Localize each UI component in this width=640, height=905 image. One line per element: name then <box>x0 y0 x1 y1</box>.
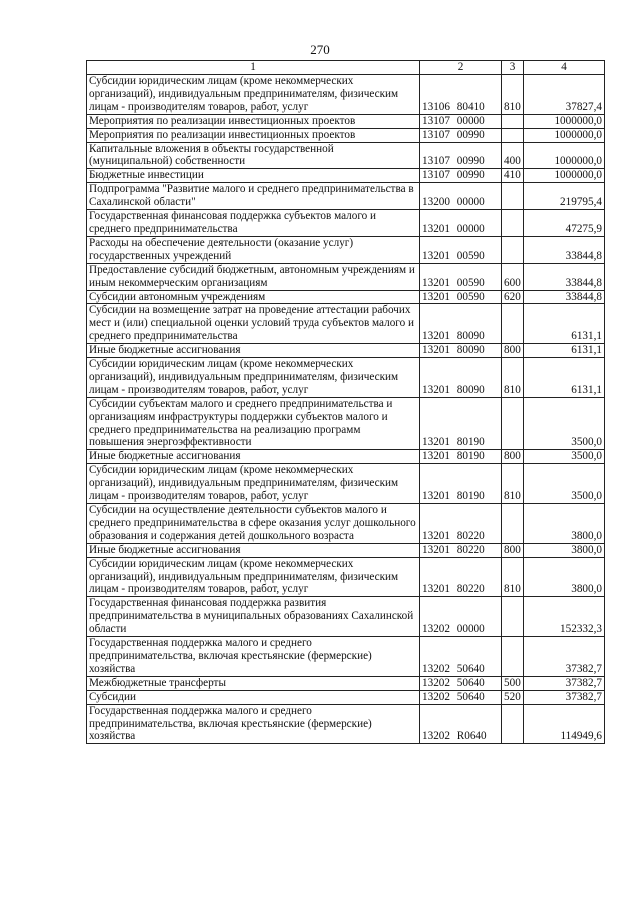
name-cell: Иные бюджетные ассигнования <box>87 450 420 464</box>
table-header <box>87 61 605 75</box>
name-cell: Мероприятия по реализации инвестиционных проектов <box>87 128 420 142</box>
table-row <box>87 543 605 557</box>
table-row <box>87 637 605 677</box>
vr-cell: 810 <box>502 557 524 597</box>
amount-cell: 152332,3 <box>524 597 605 637</box>
table-row <box>87 128 605 142</box>
table-body <box>87 75 605 744</box>
amount-cell: 33844,8 <box>524 263 605 290</box>
name-cell: Межбюджетные трансферты <box>87 676 420 690</box>
name-cell: Иные бюджетные ассигнования <box>87 543 420 557</box>
name-cell: Государственная финансовая поддержка субъектов малого и среднего предпринимательства <box>87 210 420 237</box>
vr-cell: 520 <box>502 690 524 704</box>
vr-cell: 620 <box>502 290 524 304</box>
vr-cell <box>502 397 524 450</box>
name-cell: Субсидии субъектам малого и среднего предпринимательства и организациям инфраструктуры поддержки субъектов малого и среднего предпринимательства на реализацию программ повышения энергоэффективности <box>87 397 420 450</box>
vr-cell: 400 <box>502 142 524 169</box>
name-cell: Бюджетные инвестиции <box>87 169 420 183</box>
name-cell: Субсидии юридическим лицам (кроме некоммерческих организаций), индивидуальным предпринимателям, физическим лицам - производителям товаров, работ, услуг <box>87 464 420 504</box>
table-row <box>87 690 605 704</box>
code-cell: 13106 80410 <box>420 75 502 115</box>
vr-cell: 800 <box>502 450 524 464</box>
amount-cell: 33844,8 <box>524 290 605 304</box>
table-row <box>87 236 605 263</box>
code-cell: 13201 80190 <box>420 464 502 504</box>
code-cell: 13201 80190 <box>420 397 502 450</box>
vr-cell: 600 <box>502 263 524 290</box>
code-cell: 13201 80220 <box>420 557 502 597</box>
vr-cell <box>502 704 524 744</box>
name-cell: Субсидии юридическим лицам (кроме некоммерческих организаций), индивидуальным предпринимателям, физическим лицам - производителям товаров, работ, услуг <box>87 75 420 115</box>
amount-cell: 1000000,0 <box>524 169 605 183</box>
vr-cell: 810 <box>502 358 524 398</box>
vr-cell <box>502 236 524 263</box>
code-cell: 13107 00000 <box>420 114 502 128</box>
column-header-vr: 3 <box>502 61 524 75</box>
table-row <box>87 114 605 128</box>
name-cell: Государственная финансовая поддержка развития предпринимательства в муниципальных образованиях Сахалинской области <box>87 597 420 637</box>
code-cell: 13201 80190 <box>420 450 502 464</box>
header-row <box>87 61 605 75</box>
table-row <box>87 290 605 304</box>
code-cell: 13201 00590 <box>420 263 502 290</box>
code-cell: 13201 80090 <box>420 304 502 344</box>
table-row <box>87 75 605 115</box>
vr-cell: 810 <box>502 464 524 504</box>
vr-cell: 800 <box>502 543 524 557</box>
code-cell: 13202 50640 <box>420 676 502 690</box>
amount-cell: 37382,7 <box>524 676 605 690</box>
column-header-amount: 4 <box>524 61 605 75</box>
amount-cell: 1000000,0 <box>524 114 605 128</box>
code-cell: 13201 80220 <box>420 504 502 544</box>
code-cell: 13200 00000 <box>420 183 502 210</box>
amount-cell: 6131,1 <box>524 358 605 398</box>
code-cell: 13202 R0640 <box>420 704 502 744</box>
code-cell: 13107 00990 <box>420 169 502 183</box>
table-row <box>87 504 605 544</box>
amount-cell: 3800,0 <box>524 557 605 597</box>
table-row <box>87 597 605 637</box>
table-row <box>87 344 605 358</box>
amount-cell: 37382,7 <box>524 690 605 704</box>
code-cell: 13201 80090 <box>420 344 502 358</box>
table-row <box>87 358 605 398</box>
vr-cell <box>502 637 524 677</box>
code-cell: 13202 50640 <box>420 690 502 704</box>
amount-cell: 3800,0 <box>524 543 605 557</box>
name-cell: Мероприятия по реализации инвестиционных проектов <box>87 114 420 128</box>
table-row <box>87 142 605 169</box>
amount-cell: 1000000,0 <box>524 128 605 142</box>
name-cell: Субсидии на осуществление деятельности субъектов малого и среднего предпринимательства в сфере оказания услуг дошкольного образования и содержания детей дошкольного возраста <box>87 504 420 544</box>
amount-cell: 6131,1 <box>524 304 605 344</box>
name-cell: Субсидии юридическим лицам (кроме некоммерческих организаций), индивидуальным предпринимателям, физическим лицам - производителям товаров, работ, услуг <box>87 358 420 398</box>
vr-cell <box>502 128 524 142</box>
code-cell: 13201 00000 <box>420 210 502 237</box>
table-row <box>87 450 605 464</box>
amount-cell: 33844,8 <box>524 236 605 263</box>
amount-cell: 114949,6 <box>524 704 605 744</box>
table-row <box>87 183 605 210</box>
table-row <box>87 210 605 237</box>
code-cell: 13201 80090 <box>420 358 502 398</box>
table-row <box>87 557 605 597</box>
name-cell: Подпрограмма "Развитие малого и среднего предпринимательства в Сахалинской области" <box>87 183 420 210</box>
code-cell: 13201 80220 <box>420 543 502 557</box>
vr-cell: 800 <box>502 344 524 358</box>
vr-cell <box>502 114 524 128</box>
amount-cell: 37382,7 <box>524 637 605 677</box>
table-row <box>87 169 605 183</box>
vr-cell <box>502 304 524 344</box>
code-cell: 13201 00590 <box>420 290 502 304</box>
name-cell: Капитальные вложения в объекты государственной (муниципальной) собственности <box>87 142 420 169</box>
table-row <box>87 704 605 744</box>
name-cell: Государственная поддержка малого и среднего предпринимательства, включая крестьянские (фермерские) хозяйства <box>87 704 420 744</box>
code-cell: 13201 00590 <box>420 236 502 263</box>
code-cell: 13107 00990 <box>420 128 502 142</box>
vr-cell <box>502 504 524 544</box>
name-cell: Предоставление субсидий бюджетным, автономным учреждениям и иным некоммерческим организациям <box>87 263 420 290</box>
name-cell: Субсидии на возмещение затрат на проведение аттестации рабочих мест и (или) специальной оценки условий труда субъектов малого и среднего предпринимательства <box>87 304 420 344</box>
page-number: 270 <box>310 42 330 57</box>
table-row <box>87 464 605 504</box>
amount-cell: 3800,0 <box>524 504 605 544</box>
vr-cell: 410 <box>502 169 524 183</box>
amount-cell: 3500,0 <box>524 450 605 464</box>
amount-cell: 1000000,0 <box>524 142 605 169</box>
vr-cell: 810 <box>502 75 524 115</box>
vr-cell: 500 <box>502 676 524 690</box>
table-row <box>87 676 605 690</box>
vr-cell <box>502 597 524 637</box>
name-cell: Субсидии юридическим лицам (кроме некоммерческих организаций), индивидуальным предпринимателям, физическим лицам - производителям товаров, работ, услуг <box>87 557 420 597</box>
amount-cell: 3500,0 <box>524 464 605 504</box>
amount-cell: 47275,9 <box>524 210 605 237</box>
vr-cell <box>502 183 524 210</box>
table-row <box>87 304 605 344</box>
vr-cell <box>502 210 524 237</box>
code-cell: 13202 50640 <box>420 637 502 677</box>
column-header-name: 1 <box>87 61 420 75</box>
table-row <box>87 263 605 290</box>
amount-cell: 3500,0 <box>524 397 605 450</box>
name-cell: Расходы на обеспечение деятельности (оказание услуг) государственных учреждений <box>87 236 420 263</box>
name-cell: Государственная поддержка малого и среднего предпринимательства, включая крестьянские (фермерские) хозяйства <box>87 637 420 677</box>
column-header-code: 2 <box>420 61 502 75</box>
table-row <box>87 397 605 450</box>
amount-cell: 37827,4 <box>524 75 605 115</box>
name-cell: Иные бюджетные ассигнования <box>87 344 420 358</box>
budget-table <box>86 60 605 744</box>
code-cell: 13202 00000 <box>420 597 502 637</box>
code-cell: 13107 00990 <box>420 142 502 169</box>
amount-cell: 219795,4 <box>524 183 605 210</box>
amount-cell: 6131,1 <box>524 344 605 358</box>
name-cell: Субсидии <box>87 690 420 704</box>
name-cell: Субсидии автономным учреждениям <box>87 290 420 304</box>
